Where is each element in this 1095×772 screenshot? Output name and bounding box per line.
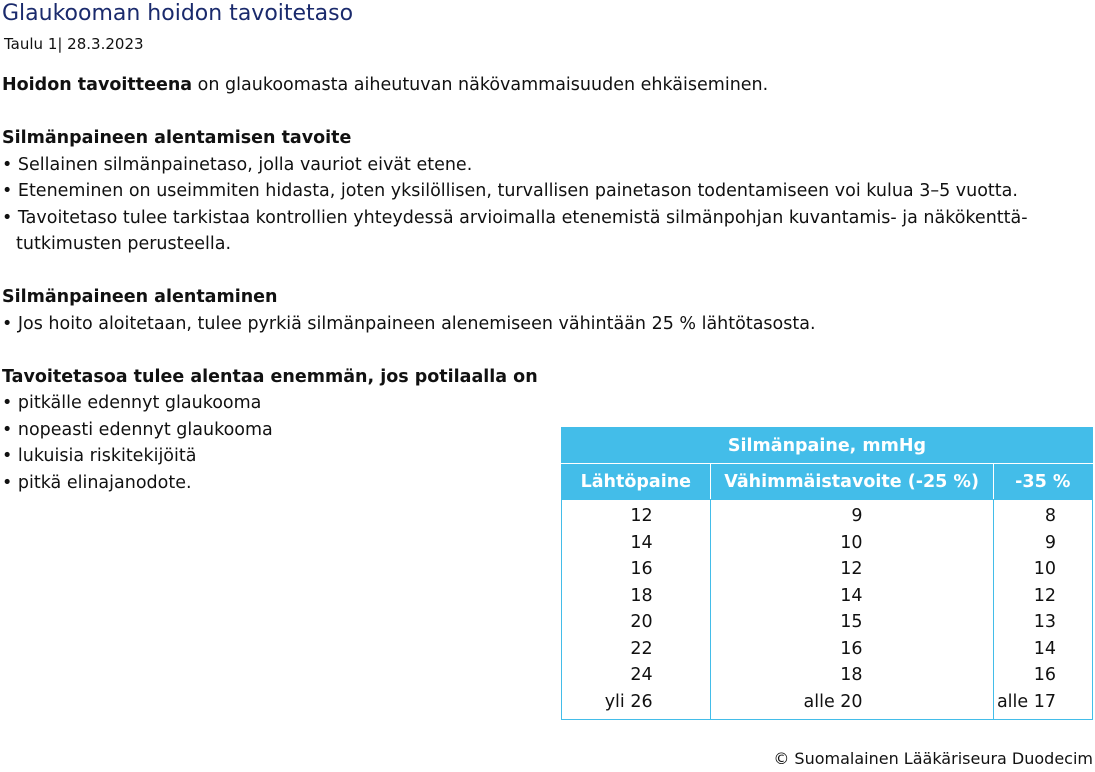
table-cell: 14: [710, 583, 993, 610]
section1-heading: Silmänpaineen alentamisen tavoite: [2, 128, 352, 148]
table-row: [562, 530, 1093, 557]
list-item: • Tavoitetaso tulee tarkistaa kontrollien yhteydessä arvioimalla etenemistä silmänpohjan kuvantamis- ja näkökenttätutkimusten perusteella.: [2, 207, 1028, 254]
table-cell: 20: [562, 609, 711, 636]
table-caption: Silmänpaine, mmHg: [562, 428, 1093, 464]
pressure-table: [561, 427, 1093, 720]
list-item: • Jos hoito aloitetaan, tulee pyrkiä silmänpaineen alenemiseen vähintään 25 % lähtötasosta.: [2, 313, 816, 334]
list-item: • nopeasti edennyt glaukooma: [2, 419, 273, 440]
intro-bold: Hoidon tavoitteena: [2, 75, 193, 95]
table-cell: 9: [993, 530, 1092, 557]
intro-text: on glaukoomasta aiheutuvan näkövammaisuuden ehkäiseminen.: [192, 75, 769, 95]
table-cell: 18: [710, 662, 993, 689]
list-item: • pitkälle edennyt glaukooma: [2, 393, 262, 413]
list-item: • Eteneminen on useimmiten hidasta, joten yksilöllisen, turvallisen painetason todentamiseen voi kulua 3–5 vuotta.: [2, 181, 1018, 201]
list-item: • pitkä elinajanodote.: [2, 472, 192, 493]
column-header: -35 %: [993, 464, 1092, 500]
table-cell: 18: [562, 583, 711, 610]
table-cell: 16: [562, 556, 711, 583]
table-cell: 14: [562, 530, 711, 557]
table-cell: 10: [710, 530, 993, 557]
table-cell: 16: [993, 662, 1092, 689]
table-cell: 10: [993, 556, 1092, 583]
section3-heading: Tavoitetasoa tulee alentaa enemmän, jos potilaalla on: [2, 366, 538, 387]
section2-heading: Silmänpaineen alentaminen: [2, 287, 278, 307]
column-header: Vähimmäistavoite (-25 %): [710, 464, 993, 500]
table-cell: yli 26: [562, 689, 711, 720]
table-row: [562, 662, 1093, 689]
table-row: [562, 556, 1093, 583]
table-row: [562, 689, 1093, 720]
table-subtitle: Taulu 1| 28.3.2023: [4, 35, 144, 53]
list-item: • lukuisia riskitekijöitä: [2, 446, 197, 466]
table-row: [562, 500, 1093, 530]
list-item: • Sellainen silmänpainetaso, jolla vauriot eivät etene.: [2, 154, 473, 175]
table-row: [562, 636, 1093, 663]
table-cell: 12: [562, 500, 711, 530]
copyright-footer: © Suomalainen Lääkäriseura Duodecim: [773, 749, 1093, 768]
table-cell: 8: [993, 500, 1092, 530]
table-cell: alle 20: [710, 689, 993, 720]
table-row: [562, 609, 1093, 636]
column-header: Lähtöpaine: [562, 464, 711, 500]
table-cell: 9: [710, 500, 993, 530]
table-cell: 15: [710, 609, 993, 636]
table-cell: 12: [710, 556, 993, 583]
table-cell: 12: [993, 583, 1092, 610]
intro-paragraph: [2, 72, 1092, 99]
table-cell: 24: [562, 662, 711, 689]
table-cell: alle 17: [993, 689, 1092, 720]
table-cell: 14: [993, 636, 1092, 663]
table-cell: 22: [562, 636, 711, 663]
page-title: Glaukooman hoidon tavoitetaso: [2, 1, 354, 26]
table-cell: 16: [710, 636, 993, 663]
table-cell: 13: [993, 609, 1092, 636]
table-row: [562, 583, 1093, 610]
